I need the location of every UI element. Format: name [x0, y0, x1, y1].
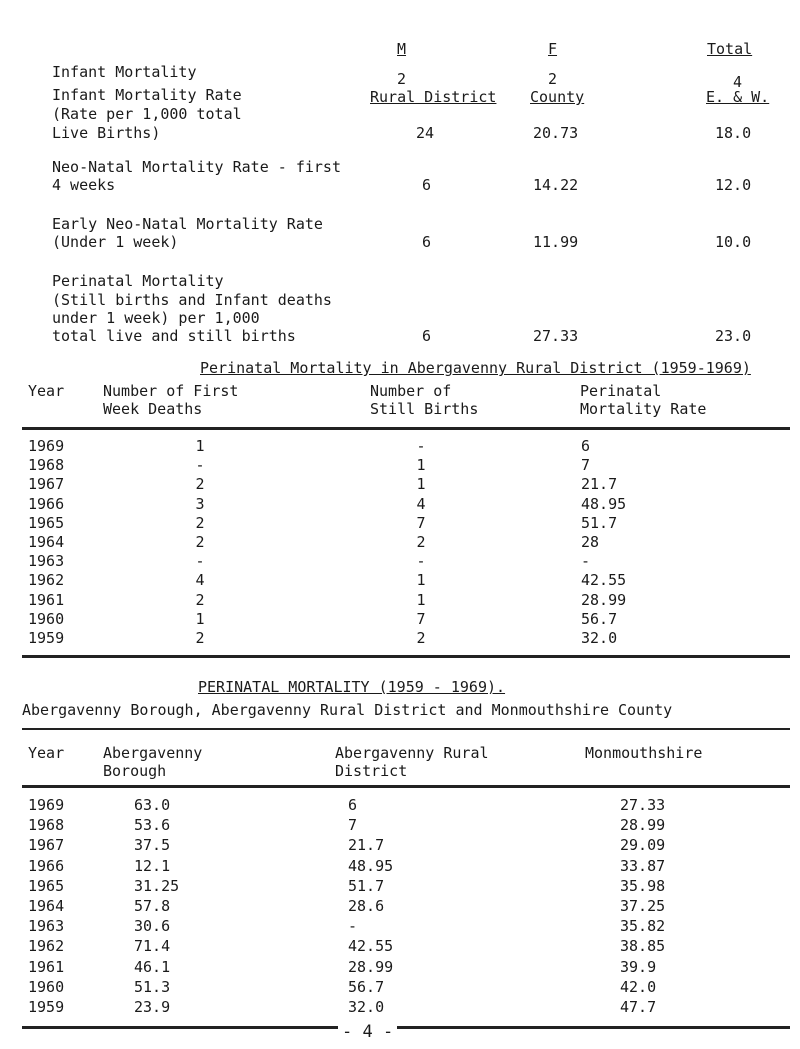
table2-cell-borough: 30.6	[134, 917, 171, 936]
table2-cell-year: 1964	[28, 897, 65, 915]
neonatal-label-line-2: 4 weeks	[52, 176, 116, 194]
table1-cell-year: 1969	[28, 437, 65, 455]
table1-bottom-rule	[22, 655, 790, 658]
table2-cell-county: 39.9	[620, 957, 657, 976]
table1-cell-deaths: -	[195, 552, 205, 571]
table1-cell-year: 1960	[28, 609, 65, 628]
page-number: - 4 -	[338, 1022, 397, 1042]
table2-subtitle: Abergavenny Borough, Abergavenny Rural District and Monmouthshire County	[22, 701, 673, 719]
table2-cell-county: 28.99	[620, 816, 666, 835]
table1-cell-rate: -	[581, 552, 591, 571]
table1-header-still-2: Still Births	[370, 400, 479, 418]
table1-cell-rate: 32.0	[581, 629, 618, 647]
early-neonatal-rural: 6	[422, 233, 432, 251]
table2-cell-county: 35.98	[620, 876, 666, 895]
table1-cell-rate: 42.55	[581, 571, 627, 590]
table2-cell-county: 42.0	[620, 977, 657, 996]
perinatal-ew: 23.0	[715, 327, 752, 345]
table1-cell-rate: 7	[581, 456, 591, 475]
table1-cell-deaths: -	[195, 456, 205, 475]
table2-cell-rural: 21.7	[348, 836, 385, 855]
header-m: M	[397, 40, 407, 58]
perinatal-label-line-4: total live and still births	[52, 327, 296, 345]
table1-cell-still: 1	[416, 456, 426, 475]
early-neonatal-ew: 10.0	[715, 233, 752, 251]
infant-mortality-f: 2	[548, 70, 558, 88]
table1-cell-rate: 48.95	[581, 494, 627, 513]
header-total: Total	[707, 40, 753, 58]
table1-cell-still: -	[416, 552, 426, 571]
live-births-ew: 18.0	[715, 124, 752, 142]
table1-header-still-1: Number of	[370, 382, 452, 400]
rate-label-line-1: Infant Mortality Rate	[52, 86, 242, 104]
perinatal-county: 27.33	[533, 327, 579, 345]
neonatal-label-line-1: Neo-Natal Mortality Rate - first	[52, 158, 341, 176]
perinatal-label-line-2: (Still births and Infant deaths	[52, 291, 332, 309]
table2-cell-year: 1967	[28, 836, 65, 855]
table1-cell-deaths: 2	[195, 475, 205, 494]
header-f: F	[548, 40, 558, 58]
rate-label-line-2: (Rate per 1,000 total	[52, 105, 242, 123]
table2-cell-year: 1959	[28, 998, 65, 1016]
table2-cell-county: 47.7	[620, 998, 657, 1016]
table2-cell-year: 1969	[28, 796, 65, 814]
table1-cell-year: 1964	[28, 533, 65, 551]
table2-cell-rural: 6	[348, 796, 358, 814]
infant-mortality-total: 4	[733, 73, 743, 91]
col-county: County	[530, 88, 585, 106]
table1-cell-still: 1	[416, 475, 426, 494]
table2-header-borough-1: Abergavenny	[103, 744, 203, 762]
table2-cell-year: 1962	[28, 937, 65, 956]
table1-cell-deaths: 2	[195, 590, 205, 609]
table1-header-deaths-1: Number of First	[103, 382, 239, 400]
table2-top-rule	[22, 785, 790, 788]
table2-cell-rural: 28.6	[348, 897, 385, 915]
early-neonatal-label-line-1: Early Neo-Natal Mortality Rate	[52, 215, 323, 233]
early-neonatal-county: 11.99	[533, 233, 579, 251]
table1-cell-year: 1965	[28, 513, 65, 532]
table2-cell-rural: 7	[348, 816, 358, 835]
table1-cell-still: 1	[416, 590, 426, 609]
table1-cell-deaths: 2	[195, 533, 205, 551]
table2-cell-county: 37.25	[620, 897, 666, 915]
table1-header-rate-1: Perinatal	[580, 382, 662, 400]
table1-cell-rate: 21.7	[581, 475, 618, 494]
table1-cell-rate: 56.7	[581, 609, 618, 628]
neonatal-county: 14.22	[533, 176, 579, 194]
table1-header-deaths-2: Week Deaths	[103, 400, 203, 418]
table1-cell-deaths: 4	[195, 571, 205, 590]
table2-cell-year: 1965	[28, 876, 65, 895]
infant-mortality-m: 2	[397, 70, 407, 88]
infant-mortality-label: Infant Mortality	[52, 63, 197, 81]
table2-cell-borough: 63.0	[134, 796, 171, 814]
table1-cell-still: 2	[416, 533, 426, 551]
table1-cell-deaths: 1	[195, 437, 205, 455]
table2-bottom-rule	[22, 1026, 790, 1029]
table2-cell-rural: -	[348, 917, 358, 936]
table1-cell-deaths: 3	[195, 494, 205, 513]
neonatal-ew: 12.0	[715, 176, 752, 194]
table2-cell-rural: 51.7	[348, 876, 385, 895]
table1-cell-still: -	[416, 437, 426, 455]
table2-subtitle-rule	[22, 728, 790, 730]
table1-top-rule	[22, 427, 790, 430]
table1-cell-still: 7	[416, 513, 426, 532]
table1-cell-year: 1967	[28, 475, 65, 494]
table1-cell-rate: 28.99	[581, 590, 627, 609]
table1-cell-still: 7	[416, 609, 426, 628]
table2-header-county: Monmouthshire	[585, 744, 703, 762]
table1-cell-rate: 28	[581, 533, 600, 551]
neonatal-rural: 6	[422, 176, 432, 194]
table2-cell-borough: 31.25	[134, 876, 180, 895]
table1-cell-year: 1961	[28, 590, 65, 609]
table2-cell-year: 1963	[28, 917, 65, 936]
table2-cell-county: 27.33	[620, 796, 666, 814]
table2-cell-borough: 71.4	[134, 937, 171, 956]
table1-cell-deaths: 2	[195, 629, 205, 647]
table1-cell-year: 1968	[28, 456, 65, 475]
table2-cell-borough: 53.6	[134, 816, 171, 835]
table2-header-rural-2: District	[335, 762, 408, 780]
col-ew: E. & W.	[706, 88, 770, 106]
rate-label-line-3: Live Births)	[52, 124, 161, 142]
table1-cell-year: 1962	[28, 571, 65, 590]
table1-cell-rate: 51.7	[581, 513, 618, 532]
early-neonatal-label-line-2: (Under 1 week)	[52, 233, 179, 251]
table1-cell-year: 1959	[28, 629, 65, 647]
table1-cell-still: 4	[416, 494, 426, 513]
table2-cell-borough: 46.1	[134, 957, 171, 976]
table2-cell-year: 1968	[28, 816, 65, 835]
table2-header-borough-2: Borough	[103, 762, 167, 780]
table1-header-rate-2: Mortality Rate	[580, 400, 707, 418]
table2-cell-borough: 37.5	[134, 836, 171, 855]
table2-header-year: Year	[28, 744, 65, 762]
table2-cell-rural: 32.0	[348, 998, 385, 1016]
table2-cell-county: 33.87	[620, 856, 666, 875]
table1-cell-still: 2	[416, 629, 426, 647]
table2-cell-borough: 12.1	[134, 856, 171, 875]
table1-cell-still: 1	[416, 571, 426, 590]
table1-cell-deaths: 2	[195, 513, 205, 532]
table2-cell-year: 1961	[28, 957, 65, 976]
table2-title: PERINATAL MORTALITY (1959 - 1969).	[198, 678, 506, 696]
perinatal-label-line-3: under 1 week) per 1,000	[52, 309, 260, 327]
table2-cell-rural: 56.7	[348, 977, 385, 996]
table2-cell-year: 1966	[28, 856, 65, 875]
table2-cell-rural: 28.99	[348, 957, 394, 976]
table1-cell-year: 1966	[28, 494, 65, 513]
table2-cell-borough: 23.9	[134, 998, 171, 1016]
table1-header-year: Year	[28, 382, 65, 400]
perinatal-rural: 6	[422, 327, 432, 345]
live-births-rural: 24	[416, 124, 435, 142]
live-births-county: 20.73	[533, 124, 579, 142]
table1-cell-rate: 6	[581, 437, 591, 455]
table2-cell-rural: 48.95	[348, 856, 394, 875]
table2-cell-county: 29.09	[620, 836, 666, 855]
table1-cell-deaths: 1	[195, 609, 205, 628]
table2-cell-borough: 57.8	[134, 897, 171, 915]
table2-cell-year: 1960	[28, 977, 65, 996]
table1-cell-year: 1963	[28, 552, 65, 571]
perinatal-label-line-1: Perinatal Mortality	[52, 272, 224, 290]
table2-cell-borough: 51.3	[134, 977, 171, 996]
table2-cell-county: 35.82	[620, 917, 666, 936]
table2-cell-rural: 42.55	[348, 937, 394, 956]
table2-cell-county: 38.85	[620, 937, 666, 956]
table1-title: Perinatal Mortality in Abergavenny Rural District (1959-1969)	[200, 359, 751, 377]
col-rural-district: Rural District	[370, 88, 497, 106]
table2-header-rural-1: Abergavenny Rural	[335, 744, 489, 762]
